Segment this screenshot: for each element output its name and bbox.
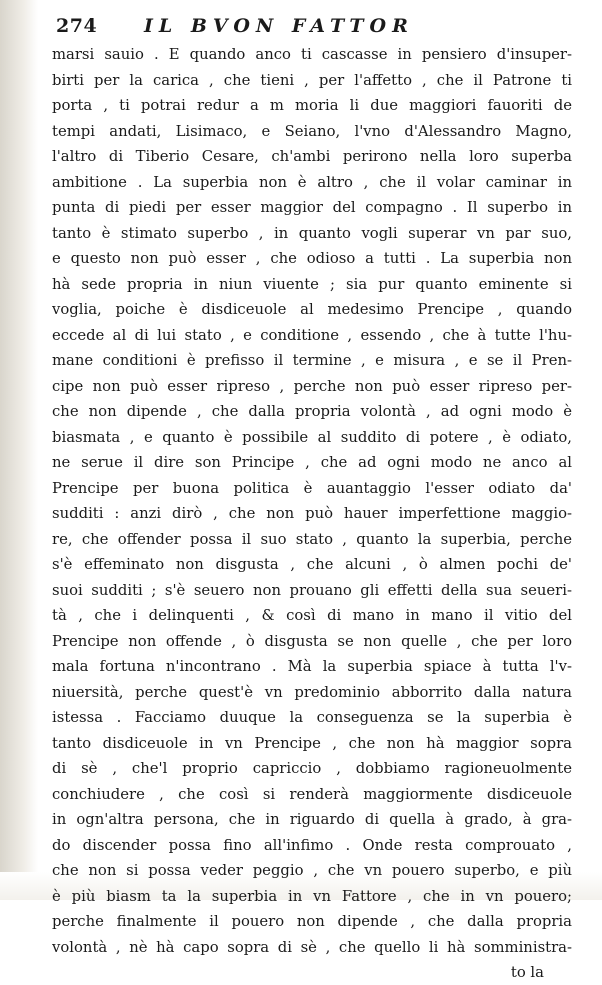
text-line: Prencipe per buona politica è auantaggio l'esser odiato da'	[52, 479, 572, 497]
text-line: tempi andati, Lisimaco, e Seiano, l'vno d'Alessandro Magno,	[52, 122, 572, 140]
text-line: sudditi : anzi dirò , che non può hauer imperfettione maggio-	[52, 505, 572, 522]
running-title: IL BVON FATTOR	[144, 15, 414, 37]
text-line: birti per la carica , che tieni , per l'affetto , che il Patrone ti	[52, 71, 572, 89]
text-line: in ogn'altra persona, che in riguardo di quella à grado, à gra-	[52, 811, 572, 828]
text-line: s'è effeminato non disgusta , che alcuni , ò almen pochi de'	[52, 556, 572, 573]
scan-page-edge	[0, 0, 38, 900]
text-line: niuersità, perche quest'è vn predominio abborrito dalla natura	[52, 683, 572, 701]
text-line: Prencipe non offende , ò disgusta se non quelle , che per loro	[52, 632, 572, 650]
book-page	[52, 14, 572, 981]
page-header	[52, 14, 572, 40]
text-line: perche finalmente il pouero non dipende , che dalla propria	[52, 913, 572, 930]
text-line: tanto è stimato superbo , in quanto vogli superar vn par suo,	[52, 224, 572, 242]
text-line: l'altro di Tiberio Cesare, ch'ambi perirono nella loro superba	[52, 148, 572, 165]
text-line: che non si possa veder peggio , che vn pouero superbo, e più	[52, 862, 572, 879]
text-line: è più biasm ta la superbia in vn Fattore , che in vn pouero;	[52, 887, 572, 905]
text-line: biasmata , e quanto è possibile al suddito di potere , è odiato,	[52, 428, 572, 446]
text-line: mane conditioni è prefisso il termine , e misura , e se il Pren-	[52, 352, 572, 369]
text-line: re, che offender possa il suo stato , quanto la superbia, perche	[52, 530, 572, 548]
text-line: volontà , nè hà capo sopra di sè , che quello li hà somministra-	[52, 938, 572, 956]
text-line: e questo non può esser , che odioso a tutti . La superbia non	[52, 250, 572, 267]
text-line: istessa . Facciamo duuque la conseguenza se la superbia è	[52, 709, 572, 726]
text-line: conchiudere , che così si renderà maggiormente disdiceuole	[52, 785, 572, 803]
body-text	[52, 42, 572, 960]
text-line: che non dipende , che dalla propria volontà , ad ogni modo è	[52, 403, 572, 420]
text-line: tà , che i delinquenti , & così di mano in mano il vitio del	[52, 607, 572, 624]
text-line: tanto disdiceuole in vn Prencipe , che non hà maggior sopra	[52, 734, 572, 752]
page-number: 274	[56, 15, 98, 37]
text-line: marsi sauio . E quando anco ti cascasse in pensiero d'insuper-	[52, 46, 572, 63]
text-line: eccede al di lui stato , e conditione , essendo , che à tutte l'hu-	[52, 326, 572, 344]
text-line: punta di piedi per esser maggior del compagno . Il superbo in	[52, 199, 572, 216]
text-line: cipe non può esser ripreso , perche non può esser ripreso per-	[52, 377, 572, 395]
text-line: suoi sudditi ; s'è seuero non prouano gli effetti della sua seueri-	[52, 581, 572, 599]
text-line: di sè , che'l proprio capriccio , dobbiamo ragioneuolmente	[52, 760, 572, 777]
text-line: do discender possa fino all'infimo . Onde resta comprouato ,	[52, 836, 572, 854]
text-line: hà sede propria in niun viuente ; sia pur quanto eminente si	[52, 275, 572, 293]
text-line: porta , ti potrai redur a m moria li due maggiori fauoriti de	[52, 97, 572, 114]
text-line: voglia, poiche è disdiceuole al medesimo Prencipe , quando	[52, 301, 572, 318]
text-line: mala fortuna n'incontrano . Mà la superbia spiace à tutta l'v-	[52, 658, 572, 675]
text-line: ambitione . La superbia non è altro , che il volar caminar in	[52, 173, 572, 191]
text-line: ne serue il dire son Principe , che ad ogni modo ne anco al	[52, 454, 572, 471]
catchword: to la	[510, 964, 544, 981]
catchword-line	[52, 960, 572, 985]
